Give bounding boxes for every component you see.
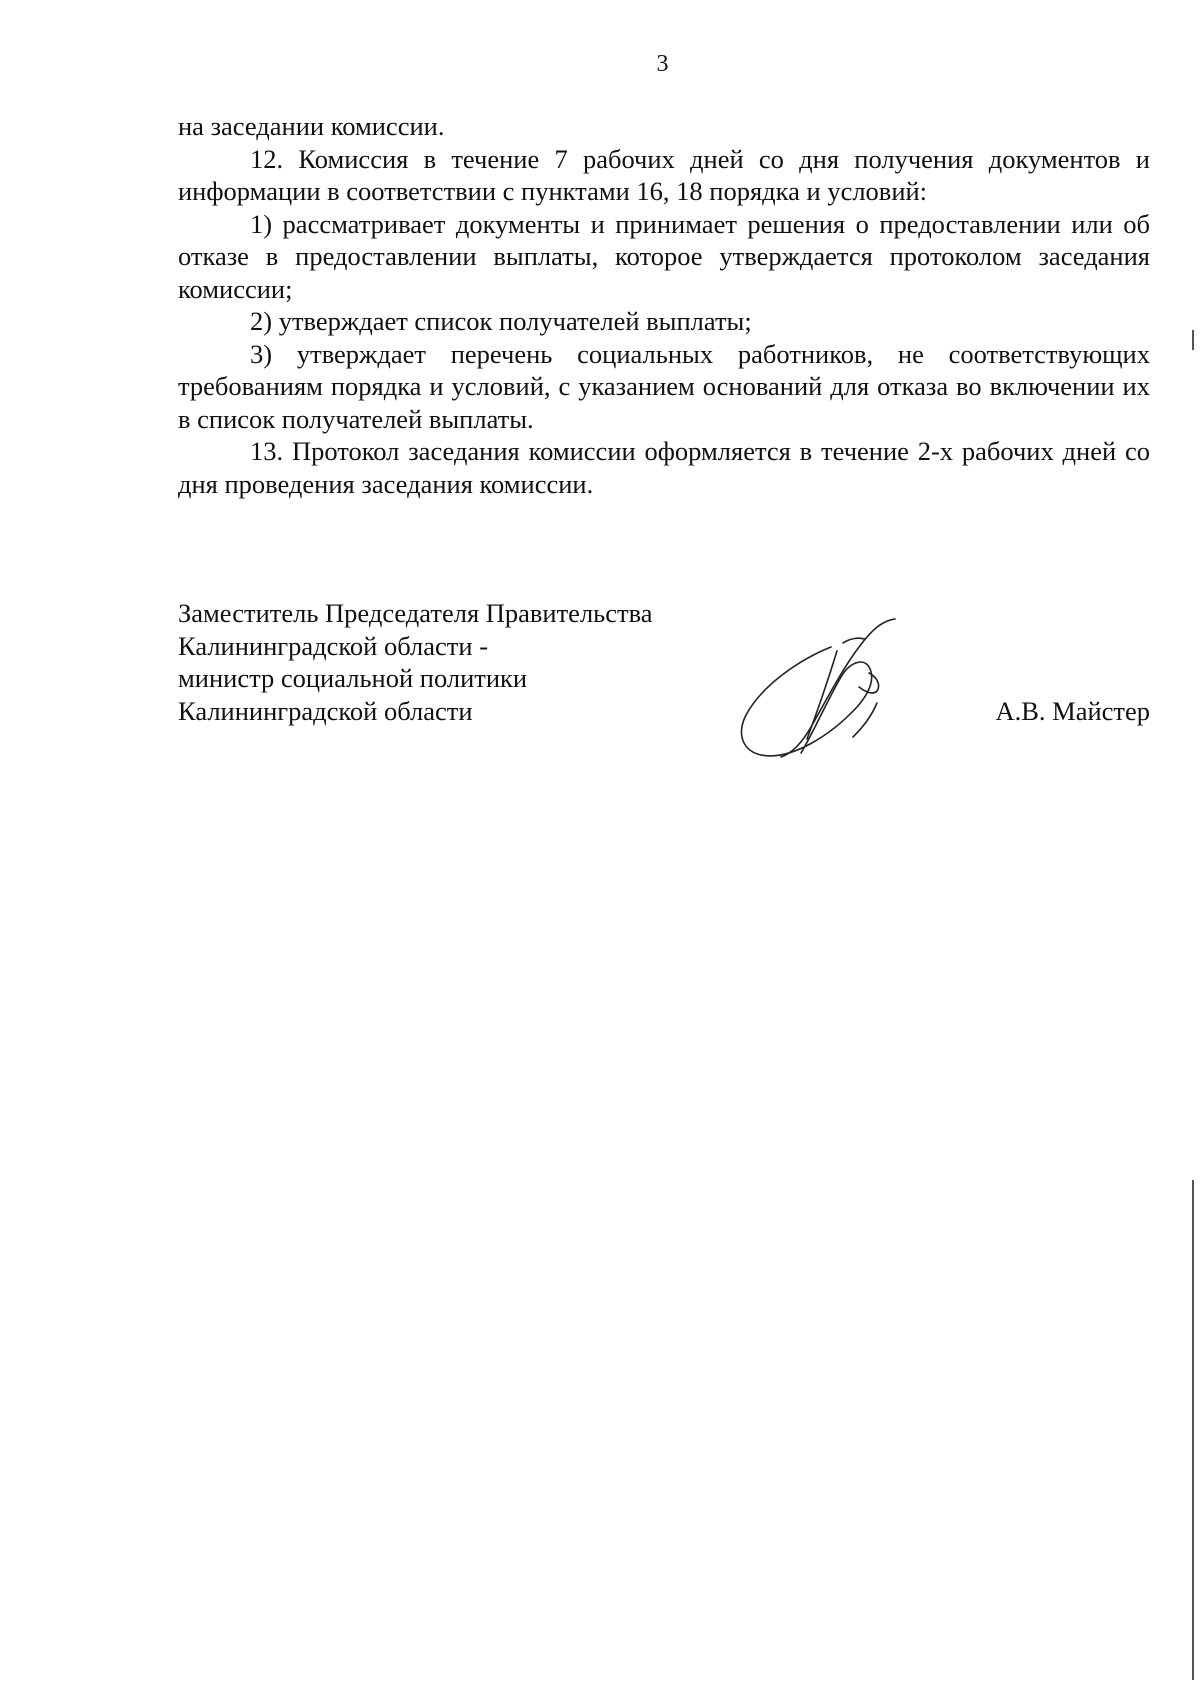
signatory-title-line: Калининградской области -: [178, 630, 489, 661]
paragraph-item-12-sub-2: 2) утверждает список получателей выплаты;: [250, 306, 752, 336]
handwritten-signature: [731, 607, 911, 767]
signature-block: [178, 597, 1150, 777]
paragraph-item-13: 13. Протокол заседания комиссии оформляется в течение 2-х рабочих дней со дня проведения заседания комиссии.: [178, 436, 1150, 499]
signatory-title-line: Калининградской области: [178, 695, 473, 726]
page-number: 3: [656, 51, 669, 77]
paragraph-item-12-sub-3: 3) утверждает перечень социальных работников, не соответствующих требованиям порядка и условий, с указанием оснований для отказа во включении их в список получателей выплаты.: [178, 338, 1150, 434]
signatory-title: [178, 597, 653, 727]
paragraph-item-12: 12. Комиссия в течение 7 рабочих дней со дня получения документов и информации в соответствии с пунктами 16, 18 порядка и условий:: [178, 143, 1150, 206]
signatory-title-line: Заместитель Председателя Правительства: [178, 598, 653, 628]
scan-edge-line: [1192, 1180, 1194, 1680]
paragraph-item-12-sub-1: 1) рассматривает документы и принимает решения о предоставлении или об отказе в предоставлении выплаты, которое утверждается протоколом заседания комиссии;: [178, 208, 1150, 304]
document-body: [178, 110, 1150, 500]
paragraph-continuation: на заседании комиссии.: [178, 111, 445, 141]
signatory-title-line: министр социальной политики: [178, 663, 528, 693]
signatory-name: А.В. Майстер: [995, 695, 1150, 726]
scan-edge-mark: [1192, 330, 1194, 350]
